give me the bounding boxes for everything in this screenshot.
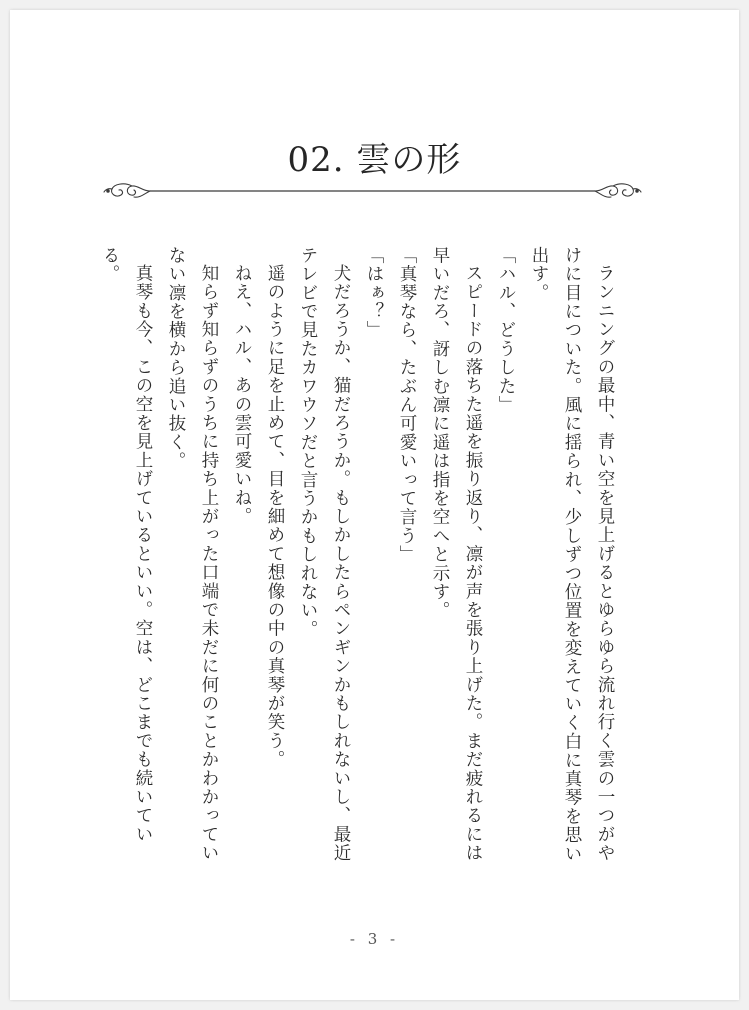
paragraph: ねえ、ハル、あの雲可愛いね。 <box>232 263 252 526</box>
paragraph: 「はぁ？」 <box>364 246 384 340</box>
ornamental-divider <box>100 176 645 206</box>
body-text <box>100 246 621 876</box>
paragraph: 「真琴なら、たぶん可愛いって言う」 <box>397 246 417 564</box>
paragraph: 知らず知らずのうちに持ち上がった口端で未だに何のことかわかっていない凛を横から追い抜く。 <box>166 246 219 862</box>
paragraph: 真琴も今、この空を見上げているといい。空は、どこまでも続いている。 <box>100 246 153 844</box>
page-number: - 3 - <box>349 930 400 948</box>
paragraph: スピードの落ちた遥を振り返り、凛が声を張り上げた。まだ疲れるには早いだろ、訝しむ凛に遥は指を空へと示す。 <box>430 246 483 862</box>
paragraph: ランニングの最中、青い空を見上げるとゆらゆら流れ行く雲の一つがやけに目についた。風に揺られ、少しずつ位置を変えていく白に真琴を思い出す。 <box>529 246 615 864</box>
paragraph: 遥のように足を止めて、目を細めて想像の中の真琴が笑う。 <box>265 263 285 769</box>
paragraph: 「ハル、どうした」 <box>496 246 516 415</box>
document-page <box>10 10 739 1000</box>
chapter-title: 02. 雲の形 <box>287 140 462 180</box>
paragraph: 犬だろうか、猫だろうか。もしかしたらペンギンかもしれないし、最近テレビで見たカワウソだと言うかもしれない。 <box>298 246 351 862</box>
